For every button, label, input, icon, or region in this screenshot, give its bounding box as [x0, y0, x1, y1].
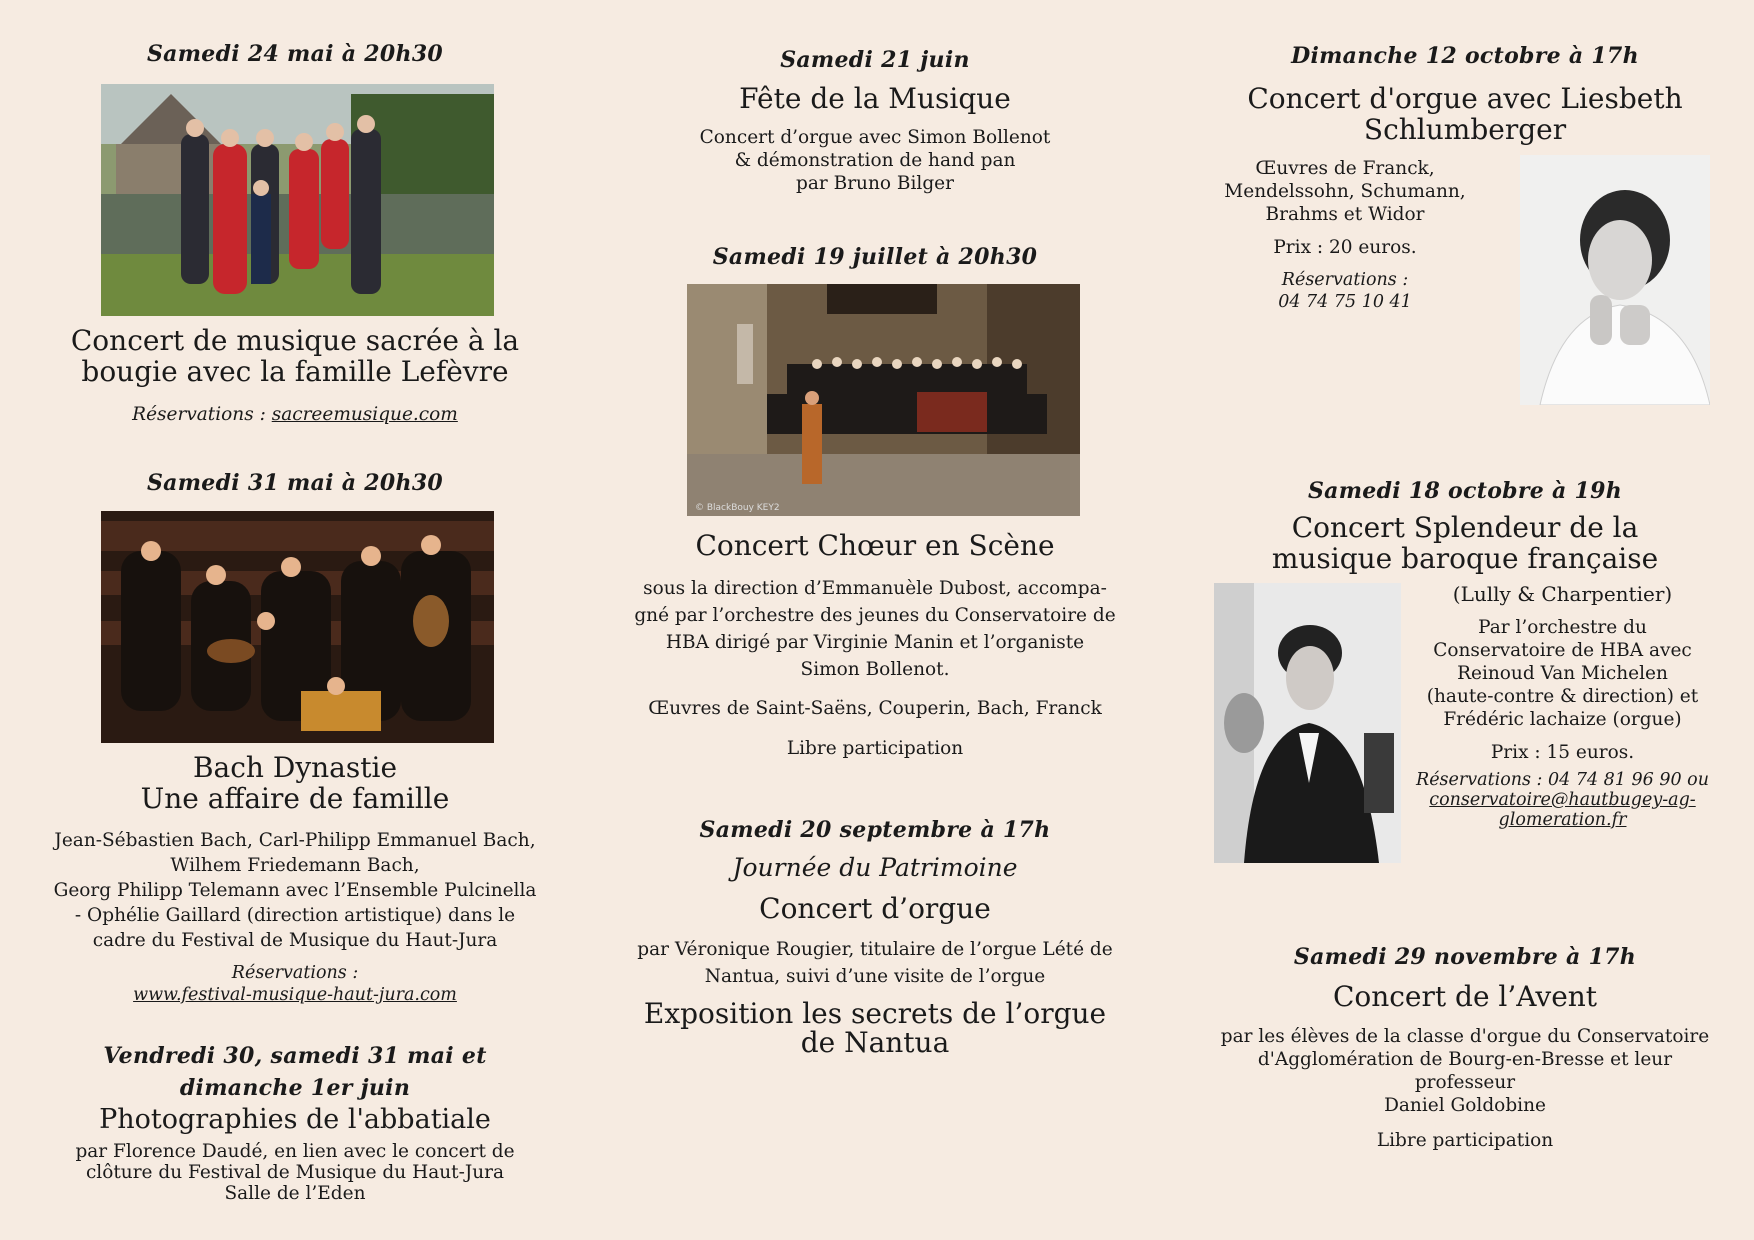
- reinoud-portrait-photo: [1214, 583, 1401, 863]
- event-date: Samedi 21 juin: [780, 47, 970, 73]
- event-details: Œuvres de Franck, Mendelssohn, Schumann, Brahms et Widor Prix : 20 euros. Réservations : 04 74 75 10 41: [1210, 157, 1480, 313]
- reservation-link[interactable]: www.festival-musique-haut-jura.com: [133, 985, 457, 1005]
- liesbeth-portrait-photo: [1520, 155, 1710, 405]
- reservation-line: Réservations : www.festival-musique-haut-jura.com: [40, 962, 550, 1006]
- reservation-email-link[interactable]: conservatoire@hautbugey-ag- glomeration.fr: [1429, 790, 1696, 830]
- event-description: Jean-Sébastien Bach, Carl-Philipp Emmanuel Bach, Wilhem Friedemann Bach, Georg Philipp Telemann avec l’Ensemble Pulcinella - Ophélie Gaillard (direction artistique) dans le cadre du Festival de Musique du Haut-Jura: [53, 830, 537, 951]
- event-title: Concert d'orgue avec Liesbeth Schlumberger: [1247, 82, 1683, 146]
- event-date: Samedi 31 mai à 20h30: [146, 470, 444, 496]
- reservation-line: Réservations : 04 74 75 10 41: [1278, 270, 1412, 312]
- event-subtitle: (Lully & Charpentier): [1452, 582, 1673, 606]
- event-title: Concert de l’Avent: [1332, 980, 1598, 1013]
- family-lefevre-photo: [101, 84, 494, 316]
- event-price: Libre participation: [1376, 1130, 1554, 1151]
- event-date: Vendredi 30, samedi 31 mai et dimanche 1er juin: [103, 1043, 487, 1101]
- reservation-link[interactable]: sacreemusique.com: [271, 404, 458, 425]
- bach-dynastie-photo: [101, 511, 494, 743]
- event-title: Concert de musique sacrée à la bougie avec la famille Lefèvre: [70, 324, 520, 388]
- event-title: Fête de la Musique: [739, 82, 1011, 115]
- event-title: Concert d’orgue: [759, 892, 991, 925]
- event-subtitle: Journée du Patrimoine: [732, 853, 1018, 882]
- event-title: Photographies de l'abbatiale: [99, 1104, 491, 1135]
- reservation-line: Réservations : sacreemusique.com: [132, 404, 458, 425]
- photo-credit: © BlackBouy KEY2: [695, 503, 780, 513]
- reservation-line: Réservations : 04 74 81 96 90 ou conservatoire@hautbugey-ag- glomeration.fr: [1410, 770, 1715, 830]
- event-date: Samedi 29 novembre à 17h: [1293, 944, 1637, 970]
- event-details: (Lully & Charpentier) Par l’orchestre du Conservatoire de HBA avec Reinoud Van Michelen (haute-contre & direction) et Frédéric lachaize (orgue) Prix : 15 euros. Réservations : 04 74 81 96 90 ou conservatoire@hautbugey-ag- glomeration.fr: [1410, 583, 1715, 830]
- event-description: par Florence Daudé, en lien avec le concert de clôture du Festival de Musique du Haut-Jura Salle de l’Eden: [75, 1141, 515, 1204]
- event-description: Concert d’orgue avec Simon Bollenot & démonstration de hand pan par Bruno Bilger: [699, 127, 1051, 194]
- event-works: Œuvres de Saint-Saëns, Couperin, Bach, Franck: [648, 698, 1102, 719]
- event-date: Samedi 19 juillet à 20h30: [712, 244, 1038, 270]
- event-date: Samedi 18 octobre à 19h: [1307, 478, 1623, 504]
- event-title: Bach Dynastie Une affaire de famille: [140, 751, 450, 815]
- event-description: par les élèves de la classe d'orgue du Conservatoire d'Agglomération de Bourg-en-Bresse et leur professeur Daniel Goldobine: [1220, 1026, 1710, 1116]
- event-date: Samedi 24 mai à 20h30: [146, 41, 444, 67]
- event-title: Concert Splendeur de la musique baroque française: [1271, 511, 1659, 575]
- event-date: Samedi 20 septembre à 17h: [699, 817, 1051, 843]
- choeur-en-scene-photo: [687, 284, 1080, 516]
- event-date: Dimanche 12 octobre à 17h: [1291, 43, 1639, 69]
- event-description: par Véronique Rougier, titulaire de l’orgue Lété de Nantua, suivi d’une visite de l’orgue: [637, 939, 1113, 987]
- event-price: Libre participation: [786, 738, 964, 759]
- event-description: sous la direction d’Emmanuèle Dubost, accompa- gné par l’orchestre des jeunes du Conservatoire de HBA dirigé par Virginie Manin et l’organiste Simon Bollenot.: [634, 578, 1116, 680]
- event-title: Concert Chœur en Scène: [695, 529, 1055, 562]
- exhibition-title: Exposition les secrets de l’orgue de Nantua: [643, 997, 1107, 1059]
- event-price: Prix : 15 euros.: [1490, 742, 1635, 763]
- event-price: Prix : 20 euros.: [1273, 237, 1417, 258]
